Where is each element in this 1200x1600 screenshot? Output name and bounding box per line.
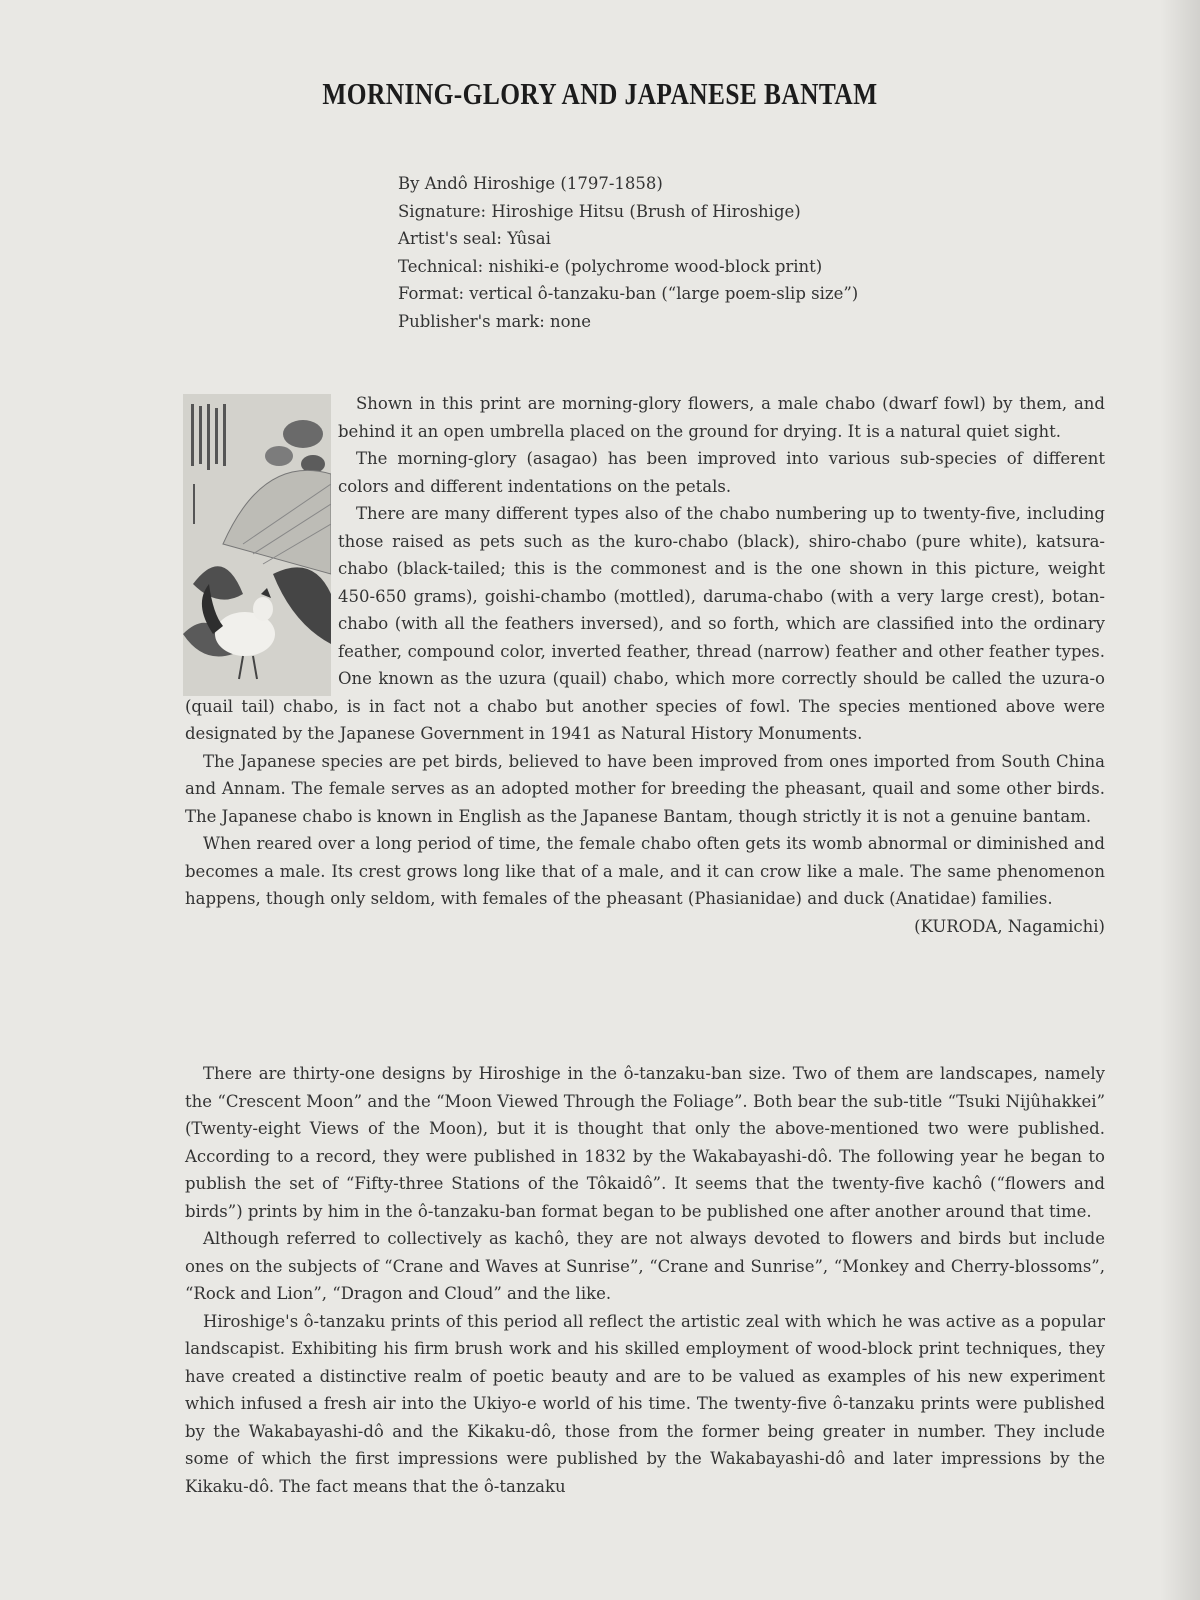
body-paragraph: There are thirty-one designs by Hiroshige in the ô-tanzaku-ban size. Two of them are landscapes, namely the “Crescent Moon” and the “Moon Viewed Through the Foliage”. Both bear the sub-title “Tsuki Nijûhakkei” (Twenty-eight Views of the Moon), but it is thought that only the above-mentioned two were published. According to a record, they were published in 1832 by the Wakabayashi-dô. The following year he began to publish the set of “Fifty-three Stations of the Tôkaidô”. It seems that the twenty-five kachô (“flowers and birds”) prints by him in the ô-tanzaku-ban format began to be published one after another around that time. — [185, 1064, 1105, 1221]
meta-by: By Andô Hiroshige (1797-1858) — [398, 174, 663, 193]
author-credit: (KURODA, Nagamichi) — [914, 916, 1105, 936]
intro-paragraph: The Japanese species are pet birds, believed to have been improved from ones imported from South China and Annam. The female serves as an adopted mother for breeding the pheasant, quail and some other birds. The Japanese chabo is known in English as the Japanese Bantam, though strictly it is not a genuine bantam. — [185, 751, 1105, 826]
meta-seal: Artist's seal: Yûsai — [398, 229, 551, 248]
print-metadata — [398, 170, 858, 335]
meta-technical: Technical: nishiki-e (polychrome wood-block print) — [398, 256, 823, 276]
body-paragraph: Although referred to collectively as kachô, they are not always devoted to flowers and birds but include ones on the subjects of “Crane and Waves at Sunrise”, “Crane and Sunrise”, “Monkey and Cherry-blossoms”, “Rock and Lion”, “Dragon and Cloud” and the like. — [185, 1229, 1105, 1303]
page-edge-shadow — [1160, 0, 1200, 1600]
page-title: MORNING-GLORY AND JAPANESE BANTAM — [322, 76, 878, 111]
image-float-spacer — [185, 390, 338, 692]
meta-signature: Signature: Hiroshige Hitsu (Brush of Hiroshige) — [398, 201, 801, 221]
intro-text — [185, 390, 1105, 940]
meta-publisher: Publisher's mark: none — [398, 311, 591, 331]
meta-format: Format: vertical ô-tanzaku-ban (“large poem-slip size”) — [398, 284, 859, 303]
section-two-text — [185, 1060, 1105, 1500]
intro-paragraph: There are many different types also of the chabo numbering up to twenty-five, including those raised as pets such as the kuro-chabo (black), shiro-chabo (pure white), katsura-chabo (black-tailed; this is the commonest and is the one shown in this picture, weight 450-650 grams), goishi-chambo (mottled), daruma-chabo (with a very large crest), botan-chabo (with all the feathers inversed), and so forth, which are classified into the ordinary feather, compound color, inverted feather, thread (narrow) feather and other feather types. One known as the uzura (quail) chabo, which more correctly should be called the uzura-o (quail tail) chabo, is in fact not a chabo but another species of fowl. The species mentioned above were designated by the Japanese Government in 1941 as Natural History Monuments. — [185, 504, 1105, 743]
intro-paragraph: When reared over a long period of time, the female chabo often gets its womb abnormal or diminished and becomes a male. Its crest grows long like that of a male, and it can crow like a male. The same phenomenon happens, though only seldom, with females of the pheasant (Phasianidae) and duck (Anatidae) families. — [185, 834, 1105, 908]
intro-paragraph: Shown in this print are morning-glory flowers, a male chabo (dwarf fowl) by them, and behind it an open umbrella placed on the ground for drying. It is a natural quiet sight. — [338, 394, 1105, 441]
body-paragraph: Hiroshige's ô-tanzaku prints of this period all reflect the artistic zeal with which he was active as a popular landscapist. Exhibiting his firm brush work and his skilled employment of wood-block print techniques, they have created a distinctive realm of poetic beauty and are to be valued as examples of his new experiment which infused a fresh air into the Ukiyo-e world of his time. The twenty-five ô-tanzaku prints were published by the Wakabayashi-dô and the Kikaku-dô, those from the former being greater in number. They include some of which the first impressions were published by the Wakabayashi-dô and later impressions by the Kikaku-dô. The fact means that the ô-tanzaku — [185, 1311, 1105, 1496]
intro-paragraph: The morning-glory (asagao) has been improved into various sub-species of different colors and different indentations on the petals. — [338, 449, 1105, 496]
